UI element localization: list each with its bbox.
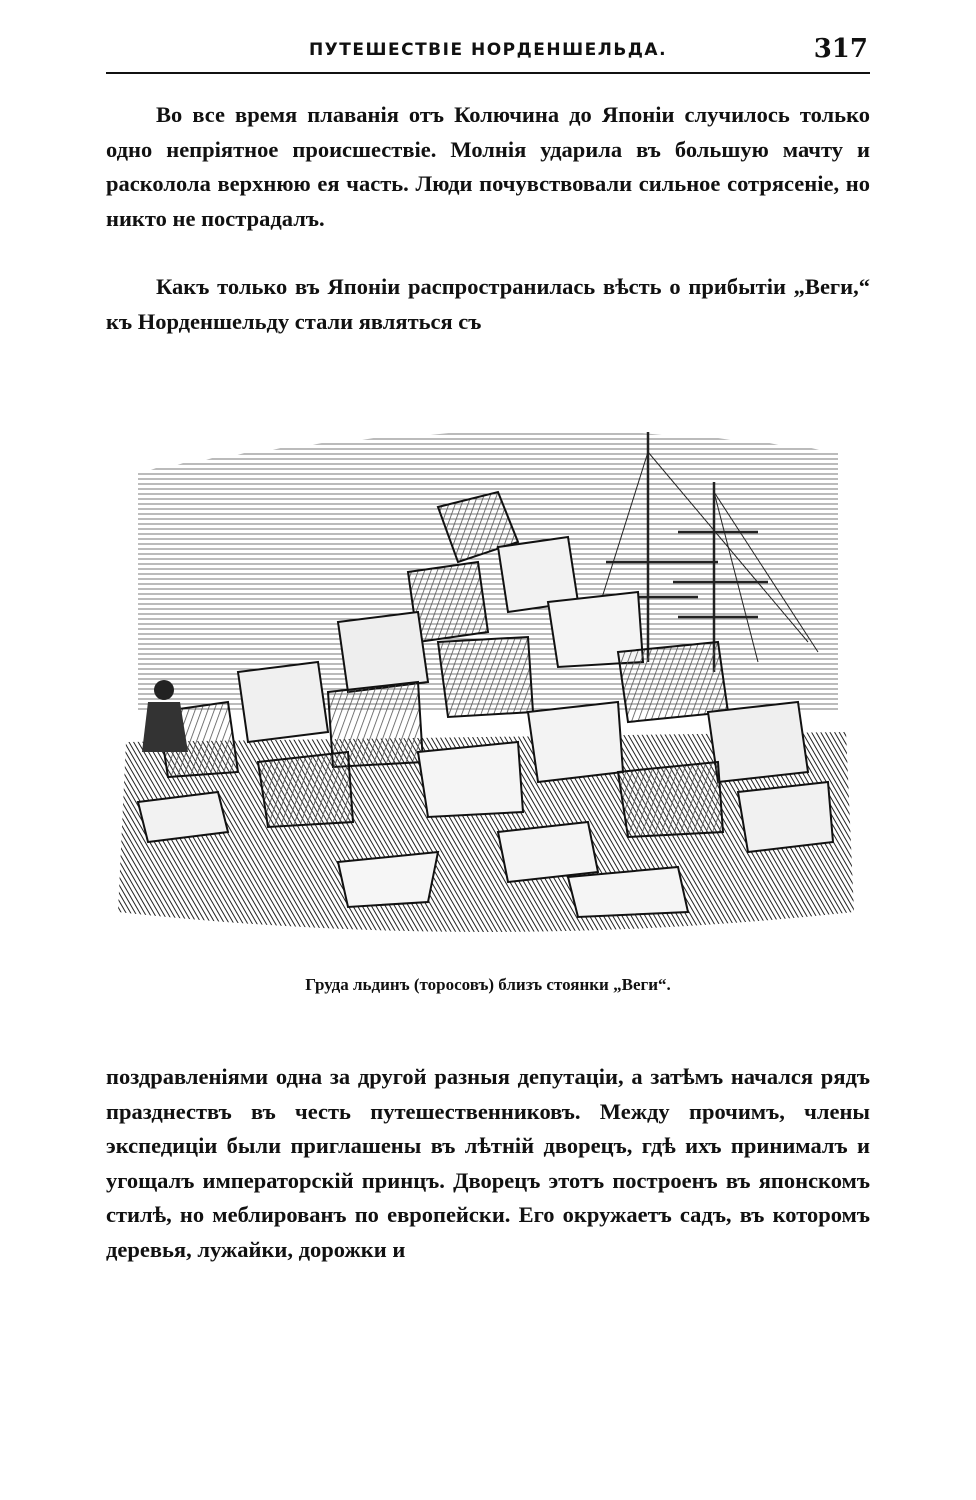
running-title: ПУТЕШЕСТВІЕ НОРДЕНШЕЛЬДА. [308, 40, 668, 60]
page-header [106, 34, 870, 74]
paragraph-2: Какъ только въ Японіи распространилась вѣсть о прибытіи „Веги,“ къ Норденшельду стали являться съ [106, 274, 870, 334]
page-number: 317 [813, 34, 868, 64]
paragraph-3: поздравленіями одна за другой разныя депутаціи, а затѣмъ начался рядъ празднествъ въ честь путешественниковъ. Между прочимъ, члены экспедиціи были приглашены въ лѣтній дворецъ, гдѣ ихъ принималъ и угощалъ императорскій принцъ. Дворецъ этотъ построенъ въ японскомъ стилѣ, но меблированъ по европейски. Его окружаетъ садъ, въ которомъ деревья, лужайки, дорожки и [106, 1064, 870, 1262]
engraving-ice-hummocks [118, 412, 854, 950]
figure-caption: Груда льдинъ (торосовъ) близъ стоянки „Веги“. [305, 975, 671, 994]
engraving-illustration [118, 412, 854, 950]
paragraph-1: Во все время плаванія отъ Колючина до Японіи случилось только одно непріятное происшествіе. Молнія ударила въ большую мачту и расколола верхнюю ея часть. Люди почувствовали сильное сотрясеніе, но никто не пострадалъ. [106, 102, 870, 231]
